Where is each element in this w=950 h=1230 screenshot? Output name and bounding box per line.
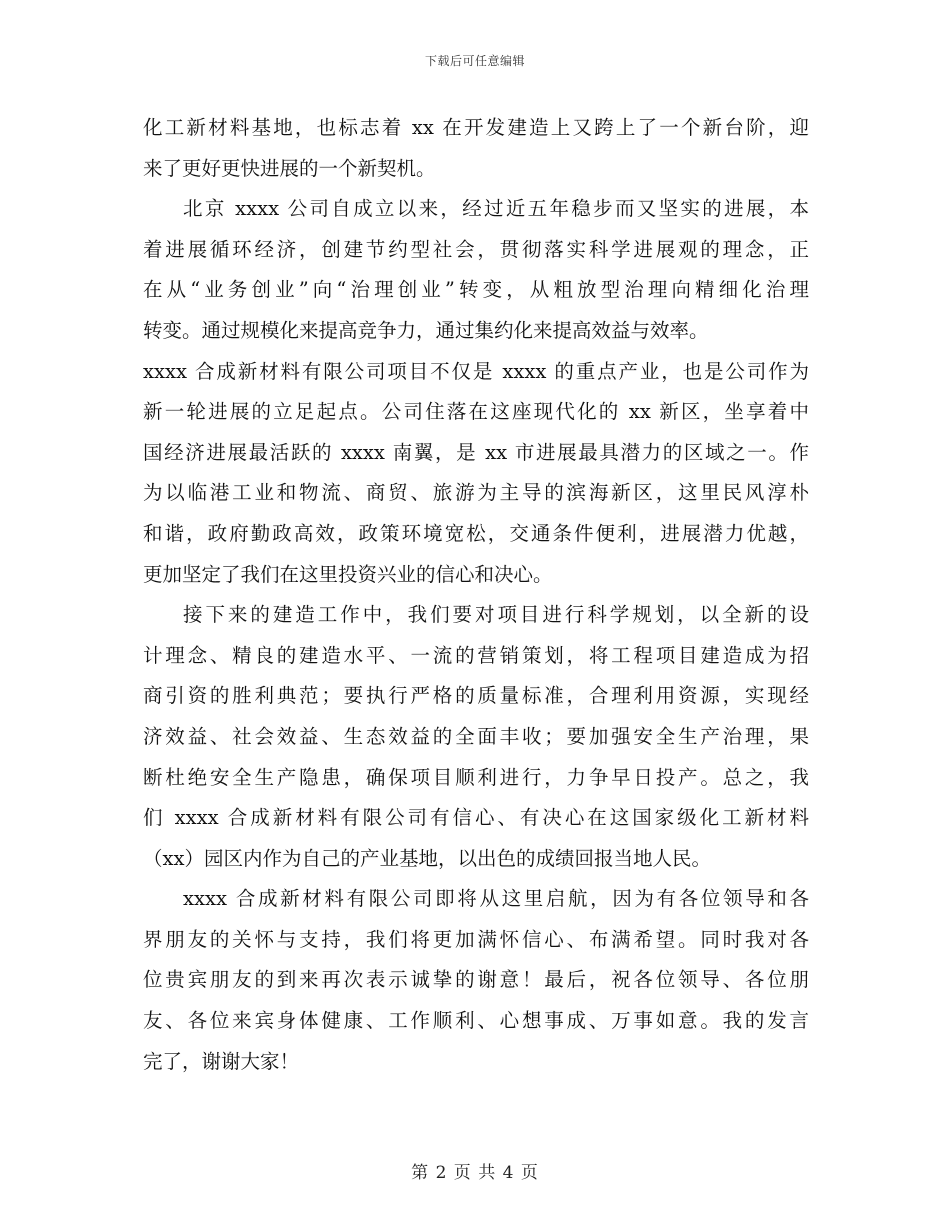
text-line: 为以临港工业和物流、商贸、旅游为主导的滨海新区，这里民风淳朴 [143, 481, 809, 505]
text-line: 着进展循环经济，创建节约型社会，贯彻落实科学进展观的理念，正 [143, 237, 809, 261]
text-line: 在从“业务创业”向“治理创业”转变，从粗放型治理向精细化治理 [143, 278, 809, 302]
text-line: xxxx 合成新材料有限公司即将从这里启航，因为有各位领导和各 [183, 887, 809, 911]
body-text [143, 108, 809, 1082]
text-line: 断杜绝安全生产隐患，确保项目顺利进行，力争早日投产。总之，我 [143, 765, 809, 789]
text-line: 更加坚定了我们在这里投资兴业的信心和决心。 [143, 562, 553, 586]
text-line: 来了更好更快进展的一个新契机。 [143, 156, 436, 180]
text-line: 友、各位来宾身体健康、工作顺利、心想事成、万事如意。我的发言 [143, 1009, 809, 1033]
page-footer: 第 2 页 共 4 页 [411, 1163, 539, 1183]
text-line: 位贵宾朋友的到来再次表示诚挚的谢意！最后，祝各位领导、各位朋 [143, 968, 809, 992]
page-header: 下载后可任意编辑 [424, 54, 525, 68]
text-line: 转变。通过规模化来提高竞争力，通过集约化来提高效益与效率。 [143, 318, 709, 342]
text-line: 国经济进展最活跃的 xxxx 南翼，是 xx 市进展最具潜力的区域之一。作 [143, 440, 809, 464]
text-line: 计理念、精良的建造水平、一流的营销策划，将工程项目建造成为招 [143, 643, 809, 667]
text-line: 界朋友的关怀与支持，我们将更加满怀信心、布满希望。同时我对各 [143, 927, 809, 951]
text-line: 接下来的建造工作中，我们要对项目进行科学规划，以全新的设 [183, 603, 809, 627]
text-line: 化工新材料基地，也标志着 xx 在开发建造上又跨上了一个新台阶，迎 [143, 116, 809, 139]
text-line: 济效益、社会效益、生态效益的全面丰收；要加强安全生产治理，果 [143, 724, 809, 748]
text-line: 们 xxxx 合成新材料有限公司有信心、有决心在这国家级化工新材料 [143, 806, 809, 830]
text-line: 商引资的胜利典范；要执行严格的质量标准，合理利用资源，实现经 [143, 684, 809, 708]
text-line: 北京 xxxx 公司自成立以来，经过近五年稳步而又坚实的进展，本 [183, 197, 809, 221]
text-line: xxxx 合成新材料有限公司项目不仅是 xxxx 的重点产业，也是公司作为 [143, 359, 809, 383]
text-line: 新一轮进展的立足起点。公司住落在这座现代化的 xx 新区，坐享着中 [143, 400, 809, 424]
text-line: （xx）园区内作为自己的产业基地，以出色的成绩回报当地人民。 [143, 846, 711, 870]
text-line: 和谐，政府勤政高效，政策环境宽松，交通条件便利，进展潜力优越， [143, 521, 809, 545]
text-line: 完了，谢谢大家！ [143, 1049, 300, 1073]
